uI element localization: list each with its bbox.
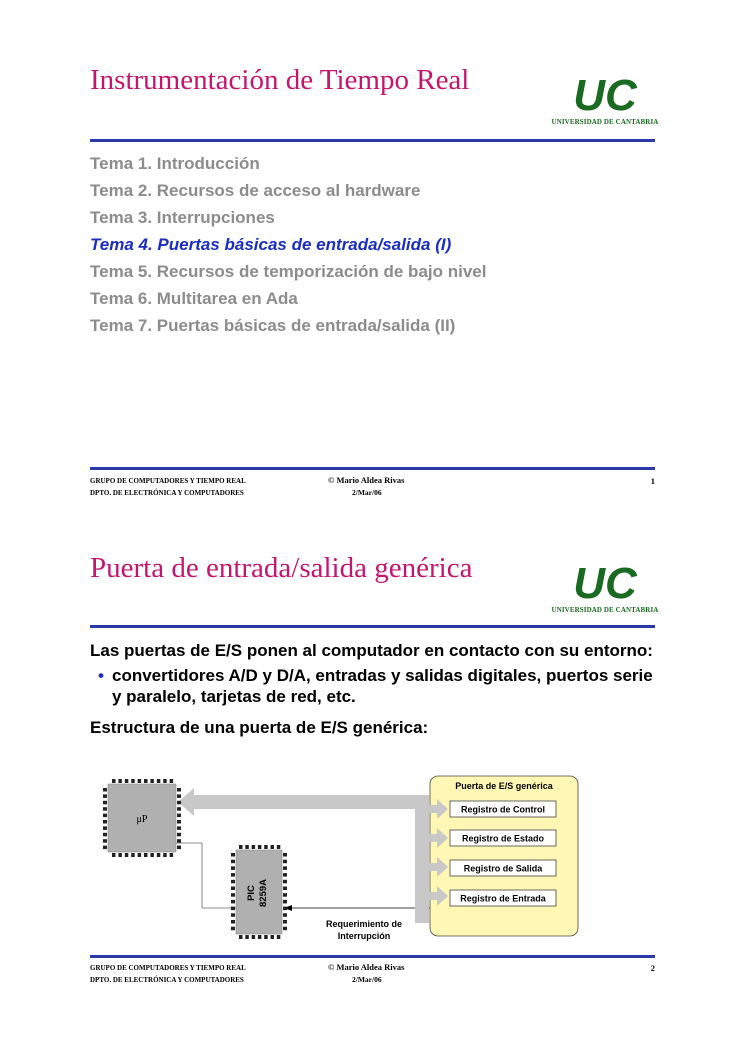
pic-model-label: 8259A [258,879,269,907]
footer-dept: DPTO. DE ELECTRÓNICA Y COMPUTADORES [90,976,244,984]
topic-item: Tema 6. Multitarea en Ada [90,289,298,308]
chip-pin [252,935,256,939]
chip-pin [163,779,167,783]
intro-text: Las puertas de E/S ponen al computador en contacto con su entorno: [90,641,653,660]
chip-pin [138,853,142,857]
chip-pin [231,900,235,904]
chip-pin [150,779,154,783]
bullet-item [90,665,660,707]
chip-pin [283,853,287,857]
svg-text:UC: UC [573,562,637,602]
uc-logo-icon [570,562,640,602]
pic-chip [231,845,287,939]
chip-pin [103,801,107,805]
chip-pin [245,935,249,939]
chip-pin [118,779,122,783]
chip-pin [103,833,107,837]
chip-pin [231,893,235,897]
header-divider [90,139,655,142]
chip-pin [150,853,154,857]
chip-pin [239,845,243,849]
chip-pin [277,845,281,849]
chip-pin [277,935,281,939]
footer-author: © Mario Aldea Rivas [328,962,405,972]
register-label: Registro de Salida [463,863,543,874]
footer-dept: DPTO. DE ELECTRÓNICA Y COMPUTADORES [90,489,244,497]
chip-pin [138,779,142,783]
page-number: 1 [650,476,655,486]
chip-pin [271,935,275,939]
slide-title: Instrumentación de Tiempo Real [90,64,470,96]
chip-pin [283,893,287,897]
chip-pin [258,935,262,939]
topic-item: Tema 3. Interrupciones [90,208,275,227]
chip-pin [264,935,268,939]
slide-body [90,640,660,738]
chip-pin [103,788,107,792]
chip-pin [112,853,116,857]
chip-pin [231,920,235,924]
chip-pin [103,846,107,850]
io-port-box [430,776,578,936]
interrupt-label: Requerimiento de [325,919,403,929]
cpu-label: μP [136,814,148,825]
io-port-diagram [90,768,590,953]
chip-pin [283,880,287,884]
chip-pin [231,880,235,884]
header-divider [90,625,655,628]
chip-pin [231,853,235,857]
chip-pin [271,845,275,849]
chip-pin [177,839,181,843]
footer-author: © Mario Aldea Rivas [328,475,405,485]
chip-pin [239,935,243,939]
uc-logo [550,562,660,632]
chip-pin [231,887,235,891]
data-bus-vertical [415,795,429,923]
chip-pin [144,779,148,783]
slide-2 [0,520,744,1053]
chip-pin [170,853,174,857]
footer-group: GRUPO DE COMPUTADORES Y TIEMPO REAL [90,964,246,972]
chip-pin [177,801,181,805]
bus-branch [429,863,437,871]
logo-caption: UNIVERSIDAD DE CANTABRIA [551,118,659,126]
chip-pin [170,779,174,783]
chip-pin [103,814,107,818]
uc-logo-icon [570,74,640,114]
topic-item: Tema 5. Recursos de temporización de bajo nivel [90,262,487,281]
bullet-dot-icon: • [98,666,104,685]
bus-branch [429,805,437,813]
chip-pin [131,779,135,783]
logo-caption: UNIVERSIDAD DE CANTABRIA [551,606,659,614]
chip-pin [131,853,135,857]
uc-logo [550,74,660,144]
chip-pin [283,920,287,924]
topic-list [90,150,486,339]
footer-date: 2/Mar/06 [352,975,382,984]
topic-item-current: Tema 4. Puertas básicas de entrada/salida (I) [90,235,452,254]
chip-pin [103,820,107,824]
chip-pin [177,788,181,792]
register-label: Registro de Estado [461,833,545,844]
chip-pin [252,845,256,849]
chip-pin [231,873,235,877]
svg-text:UC: UC [573,74,637,114]
chip-pin [264,845,268,849]
chip-pin [177,807,181,811]
footer-divider [90,955,655,958]
chip-pin [283,927,287,931]
chip-pin [283,873,287,877]
cpu-chip [103,779,181,857]
chip-pin [103,807,107,811]
chip-pin [125,779,129,783]
chip-pin [177,820,181,824]
register-label: Registro de Entrada [460,893,546,904]
chip-pin [103,826,107,830]
bus-branch [429,834,437,842]
chip-pin [283,907,287,911]
slide-title: Puerta de entrada/salida genérica [90,552,473,584]
chip-pin [157,779,161,783]
chip-pin [118,853,122,857]
chip-pin [144,853,148,857]
slide-1 [0,0,744,520]
chip-pin [103,794,107,798]
chip-pin [283,913,287,917]
chip-pin [231,913,235,917]
chip-pin [231,860,235,864]
page-number: 2 [650,963,655,973]
footer [90,474,655,504]
chip-pin [258,845,262,849]
chip-pin [177,833,181,837]
chip-pin [283,866,287,870]
structure-heading: Estructura de una puerta de E/S genérica: [90,718,429,737]
chip-pin [283,900,287,904]
chip-pin [231,927,235,931]
chip-pin [103,839,107,843]
footer-group: GRUPO DE COMPUTADORES Y TIEMPO REAL [90,477,246,485]
interrupt-label: Interrupción [337,931,391,941]
pic-label: PIC [246,885,257,901]
register-label: Registro de Control [460,804,546,815]
topic-item: Tema 2. Recursos de acceso al hardware [90,181,421,200]
chip-pin [177,814,181,818]
chip-pin [177,846,181,850]
chip-pin [245,845,249,849]
chip-pin [283,887,287,891]
chip-pin [177,826,181,830]
bullet-text: convertidores A/D y D/A, entradas y salidas digitales, puertos serie y paralelo, tarjetas de red, etc. [112,666,653,706]
chip-pin [231,866,235,870]
chip-pin [283,860,287,864]
bus-branch [429,892,437,900]
chip-pin [112,779,116,783]
topic-item: Tema 1. Introducción [90,154,260,173]
io-port-title: Puerta de E/S genérica [455,781,553,791]
footer-divider [90,467,655,470]
chip-pin [177,794,181,798]
footer-date: 2/Mar/06 [352,488,382,497]
chip-pin [157,853,161,857]
data-bus-horizontal [193,795,429,809]
topic-item: Tema 7. Puertas básicas de entrada/salida (II) [90,316,456,335]
chip-pin [163,853,167,857]
chip-pin [231,907,235,911]
chip-pin [125,853,129,857]
footer [90,961,655,991]
